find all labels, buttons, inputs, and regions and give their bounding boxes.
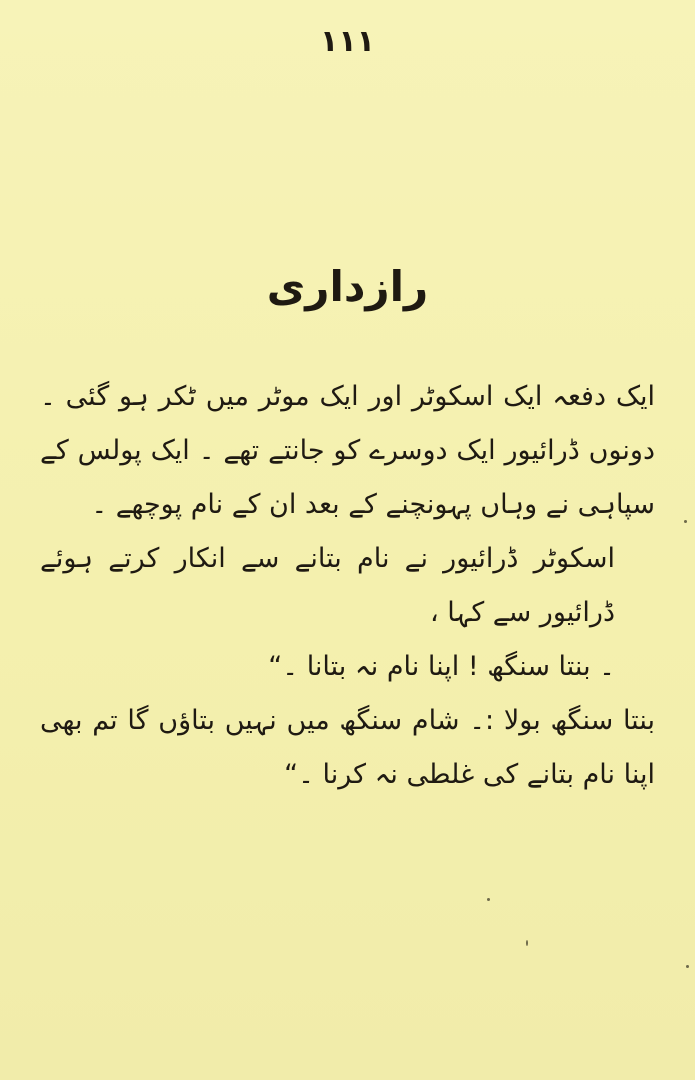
paragraph-quote: ۔ بنتا سنگھ ! اپنا نام نہ بتانا ۔“	[268, 651, 615, 682]
paper-speck	[684, 520, 687, 523]
paper-speck	[526, 940, 528, 946]
story-body	[40, 370, 655, 802]
paragraph-reply: بنتا سنگھ بولا :۔ شام سنگھ میں نہیں بتاؤں گا تم بھی اپنا نام بتانے کی غلطی نہ کرنا ۔“	[40, 705, 655, 790]
paragraph-intro: ایک دفعہ ایک اسکوٹر اور ایک موٹر میں ٹکر ہو گئی ۔ دونوں ڈرائیور ایک دوسرے کو جانتے تھے ۔ ایک پولس کے سپاہی نے وہاں پہونچنے کے بعد ان کے نام پوچھے ۔	[40, 381, 655, 520]
page-number: ۱۱۱	[320, 24, 375, 59]
story-title: رازداری	[266, 262, 429, 311]
paragraph-scooter-driver: اسکوٹر ڈرائیور نے نام بتانے سے انکار کرتے ہوئے ڈرائیور سے کہا ،	[40, 543, 615, 628]
paper-speck	[487, 898, 490, 901]
paper-speck	[686, 965, 689, 968]
